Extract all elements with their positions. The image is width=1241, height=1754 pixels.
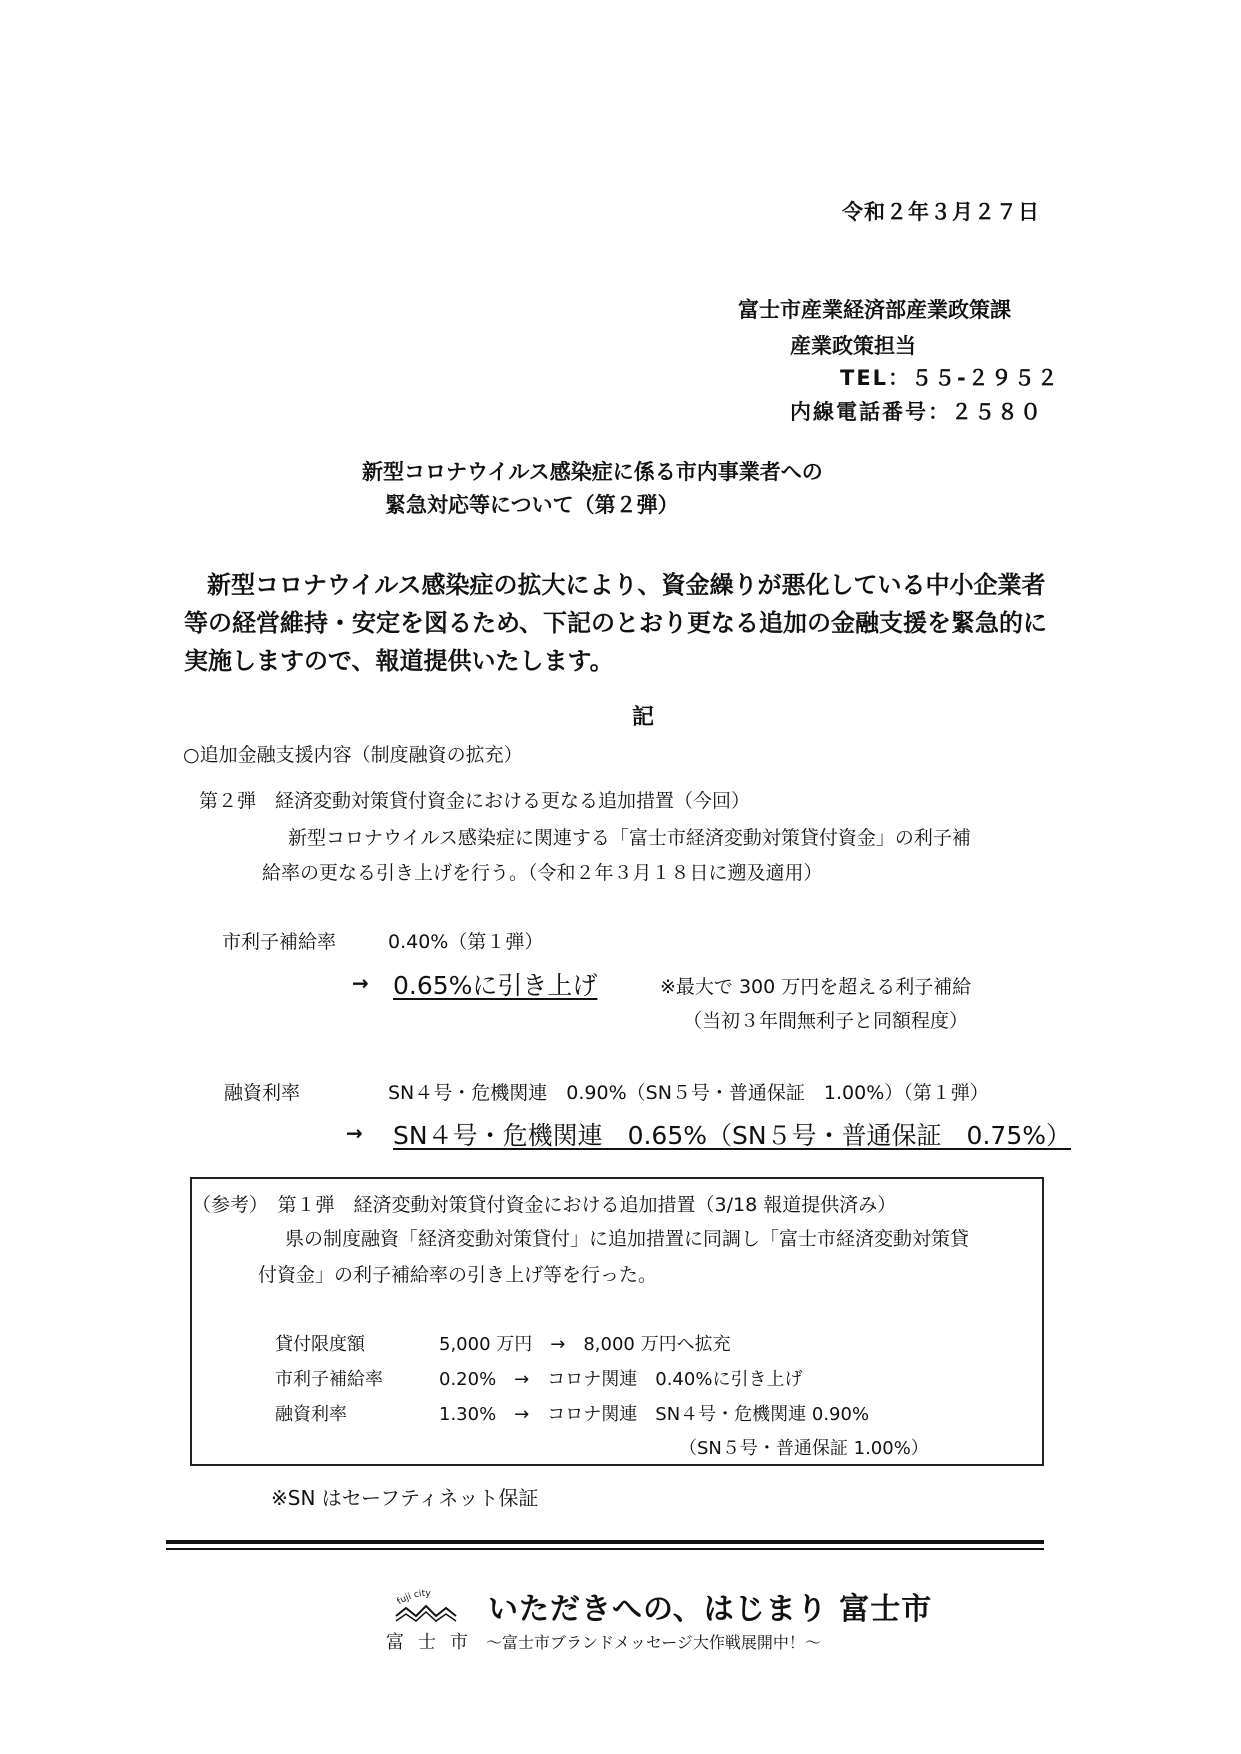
section-subheading: 第２弾 経済変動対策貸付資金における更なる追加措置（今回） (199, 790, 751, 812)
sender-department: 富士市産業経済部産業政策課 (738, 298, 1011, 322)
document-title-line1: 新型コロナウイルス感染症に係る市内事業者への (362, 460, 823, 484)
rate1-label: 市利子補給率 (222, 931, 337, 953)
rate1-old: 0.40%（第１弾） (388, 931, 544, 953)
document-date: 令和２年３月２７日 (842, 200, 1040, 224)
sender-person: 産業政策担当 (790, 334, 916, 358)
rate2-new: SN４号・危機関連 0.65%（SN５号・普通保証 0.75%） (393, 1121, 1071, 1150)
rate1-note1: ※最大で 300 万円を超える利子補給 (660, 976, 972, 998)
section-body-line1: 新型コロナウイルス感染症に関連する「富士市経済変動対策貸付資金」の利子補 (288, 827, 971, 849)
document-title-line2: 緊急対応等について（第２弾） (385, 493, 679, 517)
footer-rule-thin (166, 1548, 1044, 1550)
reference-row-label: 貸付限度額 (275, 1334, 365, 1355)
reference-row-value: 1.30% → コロナ関連 SN４号・危機関連 0.90% (439, 1404, 870, 1425)
reference-row-label: 市利子補給率 (275, 1369, 383, 1390)
rate1-arrow: → (352, 971, 369, 995)
footer-logo-text: 富士市 (386, 1632, 482, 1653)
sn-footnote: ※SN はセーフティネット保証 (271, 1486, 539, 1510)
reference-line1: 県の制度融資「経済変動対策貸付」に追加措置に同調し「富士市経済変動対策貸 (285, 1228, 970, 1250)
lead-paragraph: 新型コロナウイルス感染症の拡大により、資金繰りが悪化している中小企業者等の経営維持・安定を図るため、下記のとおり更なる追加の金融支援を緊急的に実施しますので、報道提供いたします。 (184, 571, 1048, 675)
rate1-new: 0.65%に引き上げ (393, 971, 598, 1000)
footer-rule-thick (166, 1540, 1044, 1544)
reference-line2: 付資金」の利子補給率の引き上げ等を行った。 (258, 1264, 658, 1286)
footer-tagline: ～富士市ブランドメッセージ大作戦展開中！～ (486, 1633, 821, 1652)
fuji-city-logo (378, 1588, 474, 1628)
section-heading: ○追加金融支援内容（制度融資の拡充） (183, 744, 523, 766)
reference-row-value: 0.20% → コロナ関連 0.40%に引き上げ (439, 1369, 803, 1390)
sender-tel: TEL：５５-２９５２ (840, 366, 1060, 390)
svg-text:fuji city (396, 1589, 432, 1607)
footer-slogan: いただきへの、はじまり 富士市 (488, 1592, 933, 1627)
rate2-label: 融資利率 (224, 1082, 301, 1104)
reference-heading: （参考） 第１弾 経済変動対策貸付資金における追加措置（3/18 報道提供済み） (192, 1194, 897, 1216)
rate1-note2: （当初３年間無利子と同額程度） (683, 1010, 969, 1032)
reference-row-continuation: （SN５号・普通保証 1.00%） (679, 1438, 929, 1459)
rate2-old: SN４号・危機関連 0.90%（SN５号・普通保証 1.00%）（第１弾） (388, 1082, 989, 1104)
logo-arc-text: fuji city (395, 1588, 431, 1608)
ki-marker: 記 (632, 705, 655, 730)
section-body-line2: 給率の更なる引き上げを行う。（令和２年３月１８日に遡及適用） (262, 862, 823, 884)
sender-extension: 内線電話番号：２５８０ (790, 400, 1043, 424)
reference-row-label: 融資利率 (275, 1404, 347, 1425)
reference-row-value: 5,000 万円 → 8,000 万円へ拡充 (439, 1334, 731, 1355)
rate2-arrow: → (346, 1121, 363, 1145)
